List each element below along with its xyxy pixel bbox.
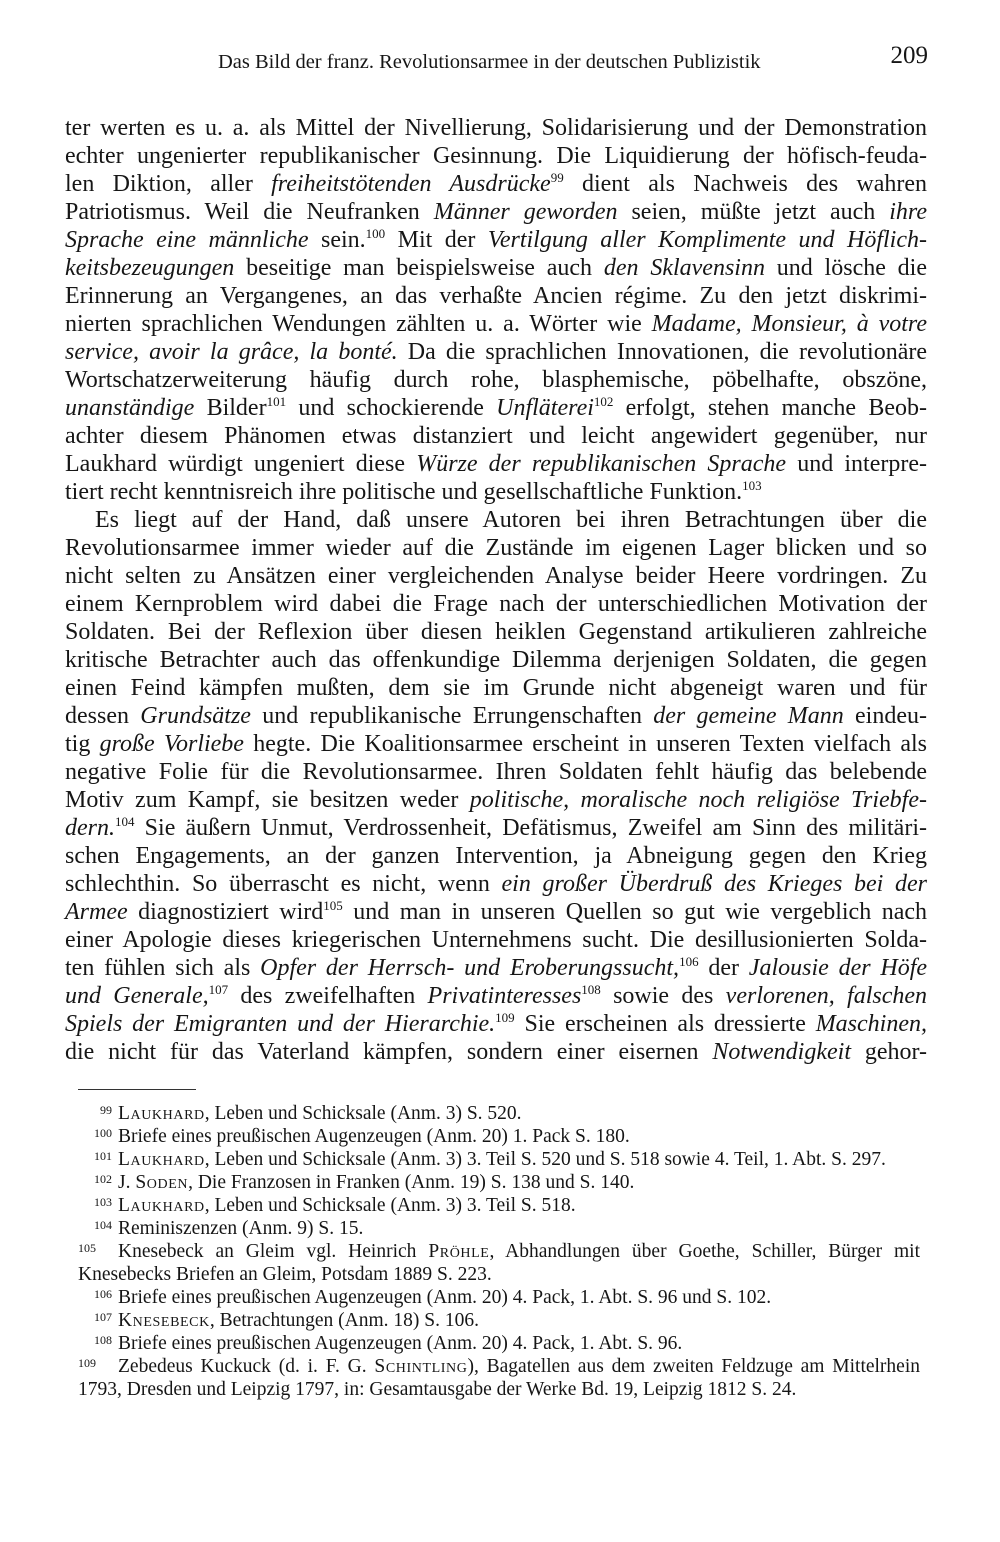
text-run: dessen — [65, 703, 141, 729]
text-line — [65, 702, 927, 730]
footnote-line — [78, 1263, 920, 1286]
italic-text: Sprache eine männliche — [65, 227, 309, 253]
text-run: hegte. Die Koalitionsarmee erscheint in unseren Texten vielfach als — [243, 731, 927, 757]
text-line — [65, 310, 927, 338]
footnote-line — [78, 1378, 920, 1401]
italic-text: Notwendigkeit — [712, 1039, 851, 1065]
text-line — [65, 926, 927, 954]
footnotes — [78, 1102, 920, 1401]
text-line — [65, 730, 927, 758]
text-run: Mit der — [385, 227, 488, 253]
text-run: , Leben und Schicksale (Anm. 3) 3. Teil S. 520 und S. 518 sowie 4. Teil, 1. Abt. S. 297. — [204, 1149, 886, 1170]
text-run: schen Engagements, an der ganzen Intervention, ja Abneigung gegen den Krieg — [65, 843, 927, 869]
text-run: ter werten es u. a. als Mittel der Nivellierung, Solidarisierung und der Demonstration — [65, 115, 927, 141]
text-run: Sie erscheinen als dressierte — [514, 1011, 816, 1037]
text-run: schlechthin. So überrascht es nicht, wenn — [65, 871, 502, 897]
footnote-reference: 108 — [581, 982, 601, 997]
text-line — [65, 1010, 927, 1038]
text-line — [65, 366, 927, 394]
text-line — [65, 590, 927, 618]
text-line — [65, 506, 927, 534]
footnote — [78, 1286, 920, 1309]
italic-text: große Vorliebe — [99, 731, 244, 757]
footnote-line: 99 Laukhard, Leben und Schicksale (Anm. 3) S. 520. — [100, 1103, 522, 1124]
text-run: echter ungenierter republikanischer Gesinnung. Die Liquidierung der höfisch-feuda- — [65, 143, 927, 169]
text-line — [65, 562, 927, 590]
text-line — [65, 674, 927, 702]
running-head: Das Bild der franz. Revolutionsarmee in der deutschen Publizistik — [218, 51, 761, 73]
text-run: 1793, Dresden und Leipzig 1797, in: Gesamtausgabe der Werke Bd. 19, Leipzig 1812 S. 24. — [78, 1379, 797, 1400]
text-run: kritische Betrachter auch das offenkundige Dilemma derjenigen Soldaten, die gegen — [65, 647, 927, 673]
text-run: Patriotismus. Weil die Neufranken — [65, 199, 434, 225]
footnote-reference: 109 — [495, 1010, 515, 1025]
text-run: Laukhard würdigt ungeniert diese — [65, 451, 417, 477]
paragraph — [65, 506, 927, 1066]
footnote — [78, 1148, 920, 1171]
footnote-reference: 99 — [550, 170, 564, 185]
text-run: , Die Franzosen in Franken (Anm. 19) S. 138 und S. 140. — [188, 1172, 635, 1193]
footnote-reference: 104 — [115, 814, 135, 829]
italic-text: der gemeine Mann — [653, 703, 844, 729]
footnote-line: 102 J. Soden, Die Franzosen in Franken (Anm. 19) S. 138 und S. 140. — [94, 1172, 635, 1193]
footnote-reference: 100 — [365, 226, 386, 241]
text-run: Soldaten. Bei der Reflexion über diesen heiklen Gegenstand artikulieren zahlreiche — [65, 619, 927, 645]
author-name: Soden — [135, 1172, 189, 1193]
footnote-line: 108 Briefe eines preußischen Augenzeugen (Anm. 20) 4. Pack, 1. Abt. S. 96. — [94, 1333, 683, 1354]
footnote — [78, 1240, 920, 1286]
italic-text: freiheitstötenden Ausdrücke — [271, 171, 551, 197]
text-run: Erinnerung an Vergangenes, an das verhaßte Ancien régime. Zu den jetzt diskrimi- — [65, 283, 927, 309]
text-run: tiert recht kenntnisreich ihre politische und gesellschaftliche Funktion. — [65, 479, 743, 505]
text-line — [65, 618, 927, 646]
footnote-line: 104 Reminiszenzen (Anm. 9) S. 15. — [94, 1218, 364, 1239]
italic-text: Opfer der Herrsch- und Eroberungssucht, — [260, 955, 680, 981]
paragraph — [65, 114, 927, 506]
text-line — [65, 282, 927, 310]
text-run: Briefe eines preußischen Augenzeugen (Anm. 20) 4. Pack, 1. Abt. S. 96 und S. 102. — [118, 1287, 772, 1308]
text-line — [65, 114, 927, 142]
text-run: der — [698, 955, 749, 981]
author-name: Schintling — [374, 1356, 468, 1377]
text-run: Sie äußern Unmut, Verdrossenheit, Defätismus, Zweifel am Sinn des militäri- — [134, 815, 927, 841]
text-run: ten fühlen sich als — [65, 955, 261, 981]
text-run: Es liegt auf der Hand, daß unsere Autoren bei ihren Betrachtungen über die — [95, 507, 927, 533]
author-name: Laukhard — [118, 1149, 205, 1170]
footnote — [78, 1125, 920, 1148]
footnote-line: 107 Knesebeck, Betrachtungen (Anm. 18) S. 106. — [94, 1310, 479, 1331]
text-line — [65, 226, 927, 254]
italic-text: ein großer Überdruß des Krieges bei der — [501, 871, 928, 897]
author-name: Laukhard — [118, 1103, 205, 1124]
author-name: Knesebeck — [118, 1310, 210, 1331]
footnote — [78, 1355, 920, 1401]
italic-text: Vertilgung aller Komplimente und Höflich- — [487, 227, 927, 253]
footnote-line: 105 Knesebeck an Gleim vgl. Heinrich Pröhle, Abhandlungen über Goethe, Schiller, Bürger mit — [78, 1241, 920, 1262]
text-run: des zweifelhaften — [228, 983, 428, 1009]
text-line — [65, 898, 927, 926]
text-run: einen Feind kämpfen mußten, dem sie im Grunde nicht abgeneigt waren und für — [65, 675, 927, 701]
text-run: negative Folie für die Revolutionsarmee. Ihren Soldaten fehlt häufig das belebende — [65, 759, 927, 785]
text-line — [65, 338, 927, 366]
text-run: Zebedeus Kuckuck (d. i. F. G. — [118, 1356, 375, 1377]
italic-text: Unfläterei — [496, 395, 594, 421]
text-run: Reminiszenzen (Anm. 9) S. 15. — [118, 1218, 364, 1239]
text-line — [65, 394, 927, 422]
text-line — [65, 450, 927, 478]
italic-text: ihre — [889, 199, 928, 225]
text-run: erfolgt, stehen manche Beob- — [613, 395, 927, 421]
text-run: und interpre- — [786, 451, 927, 477]
text-line — [65, 646, 927, 674]
text-run: nicht selten zu Ansätzen einer vergleichenden Analyse beider Heere vordringen. Zu — [65, 563, 927, 589]
text-line — [65, 422, 927, 450]
italic-text: Männer geworden — [433, 199, 618, 225]
footnote-line: 101 Laukhard, Leben und Schicksale (Anm. 3) 3. Teil S. 520 und S. 518 sowie 4. Teil, 1. Abt. S. 297. — [94, 1149, 886, 1170]
text-run: Briefe eines preußischen Augenzeugen (Anm. 20) 4. Pack, 1. Abt. S. 96. — [118, 1333, 683, 1354]
text-run: tig — [65, 731, 100, 757]
text-run: nierten sprachlichen Wendungen zählten u. a. Wörter wie — [65, 311, 652, 337]
footnote-reference: 101 — [266, 394, 287, 409]
text-run: diagnostiziert wird — [127, 899, 324, 925]
text-line — [65, 758, 927, 786]
text-line — [65, 786, 927, 814]
italic-text: verlorenen, falschen — [725, 983, 928, 1009]
text-line — [65, 954, 927, 982]
text-line — [65, 982, 927, 1010]
text-run: beseitige man beispielsweise auch — [234, 255, 604, 281]
text-run: Knesebeck an Gleim vgl. Heinrich — [118, 1241, 429, 1262]
page-number: 209 — [890, 42, 928, 69]
text-run: achter diesem Phänomen etwas distanziert und leicht angewidert gegenüber, nur — [65, 423, 927, 449]
text-run: , Betrachtungen (Anm. 18) S. 106. — [209, 1310, 479, 1331]
text-run: , Leben und Schicksale (Anm. 3) 3. Teil S. 518. — [204, 1195, 576, 1216]
footnote-reference: 102 — [593, 394, 614, 409]
italic-text: Spiels der Emigranten und der Hierarchie. — [65, 1011, 496, 1037]
italic-text: unanständige — [65, 395, 195, 421]
text-run: gehor- — [851, 1039, 928, 1065]
footnote-line: 106 Briefe eines preußischen Augenzeugen (Anm. 20) 4. Pack, 1. Abt. S. 96 und S. 102. — [94, 1287, 772, 1308]
text-line — [65, 814, 927, 842]
italic-text: service, avoir la grâce, la bonté. — [65, 339, 398, 365]
text-run: ), Bagatellen aus dem zweiten Feldzuge am Mittelrhein — [467, 1356, 921, 1377]
footnote — [78, 1171, 920, 1194]
text-line — [65, 870, 927, 898]
text-run: , Leben und Schicksale (Anm. 3) S. 520. — [204, 1103, 522, 1124]
text-line — [65, 198, 927, 226]
text-run: J. — [118, 1172, 136, 1193]
text-run: und man in unseren Quellen so gut wie vergeblich nach — [342, 899, 927, 925]
text-run: sein. — [308, 227, 366, 253]
text-line — [65, 478, 927, 506]
italic-text: politische, moralische noch religiöse Triebfe- — [469, 787, 927, 813]
text-run: Briefe eines preußischen Augenzeugen (Anm. 20) 1. Pack S. 180. — [118, 1126, 630, 1147]
footnote-line: 103 Laukhard, Leben und Schicksale (Anm. 3) 3. Teil S. 518. — [94, 1195, 576, 1216]
italic-text: Madame, Monsieur, à votre — [651, 311, 927, 337]
text-line — [65, 254, 927, 282]
italic-text: dern. — [65, 815, 115, 841]
text-run: len Diktion, aller — [65, 171, 272, 197]
author-name: Laukhard — [118, 1195, 205, 1216]
footnote-line: 100 Briefe eines preußischen Augenzeugen (Anm. 20) 1. Pack S. 180. — [94, 1126, 630, 1147]
text-line — [65, 170, 927, 198]
text-run: Knesebecks Briefen an Gleim, Potsdam 1889 S. 223. — [78, 1264, 492, 1285]
text-run: dient als Nachweis des wahren — [563, 171, 927, 197]
footnote-separator — [78, 1089, 196, 1090]
footnote-reference: 103 — [742, 478, 762, 493]
footnote-reference: 107 — [208, 982, 229, 997]
footnote-line: 109 Zebedeus Kuckuck (d. i. F. G. Schintling), Bagatellen aus dem zweiten Feldzuge am Mittelrhein — [78, 1356, 921, 1377]
text-run: die nicht für das Vaterland kämpfen, sondern einer eisernen — [65, 1039, 713, 1065]
footnote — [78, 1332, 920, 1355]
text-line — [65, 534, 927, 562]
text-line — [65, 142, 927, 170]
text-line — [65, 1038, 927, 1066]
footnote — [78, 1194, 920, 1217]
italic-text: Jalousie der Höfe — [748, 955, 928, 981]
text-run: einem Kernproblem wird dabei die Frage nach der unterschiedlichen Motivation der — [65, 591, 927, 617]
text-run: Bilder — [194, 395, 267, 421]
text-run: und republikanische Errungenschaften — [250, 703, 654, 729]
italic-text: Maschinen, — [815, 1011, 927, 1037]
text-run: Revolutionsarmee immer wieder auf die Zustände im eigenen Lager blicken und so — [65, 535, 927, 561]
footnote-reference: 105 — [323, 898, 343, 913]
footnote — [78, 1102, 920, 1125]
text-run: Motiv zum Kampf, sie besitzen weder — [65, 787, 470, 813]
text-run: und lösche die — [764, 255, 927, 281]
text-run: seien, müßte jetzt auch — [617, 199, 890, 225]
text-run: Da die sprachlichen Innovationen, die revolutionäre — [397, 339, 928, 365]
italic-text: den Sklavensinn — [603, 255, 765, 281]
italic-text: und Generale, — [65, 983, 209, 1009]
italic-text: Würze der republikanischen Sprache — [416, 451, 787, 477]
body-text — [65, 114, 927, 1066]
text-run: und schockierende — [286, 395, 497, 421]
footnote — [78, 1309, 920, 1332]
text-run: Wortschatzerweiterung häufig durch rohe, blasphemische, pöbelhafte, obszöne, — [65, 367, 927, 393]
author-name: Pröhle — [428, 1241, 490, 1262]
text-run: , Abhandlungen über Goethe, Schiller, Bürger mit — [489, 1241, 920, 1262]
text-run: sowie des — [600, 983, 726, 1009]
text-run: eindeu- — [843, 703, 927, 729]
text-run: einer Apologie dieses kriegerischen Unternehmens sucht. Die desillusionierten Solda- — [65, 927, 927, 953]
footnote — [78, 1217, 920, 1240]
italic-text: Privatinteresses — [427, 983, 582, 1009]
italic-text: Armee — [65, 899, 128, 925]
italic-text: keitsbezeugungen — [65, 255, 235, 281]
footnote-reference: 106 — [679, 954, 699, 969]
text-line — [65, 842, 927, 870]
italic-text: Grundsätze — [140, 703, 251, 729]
